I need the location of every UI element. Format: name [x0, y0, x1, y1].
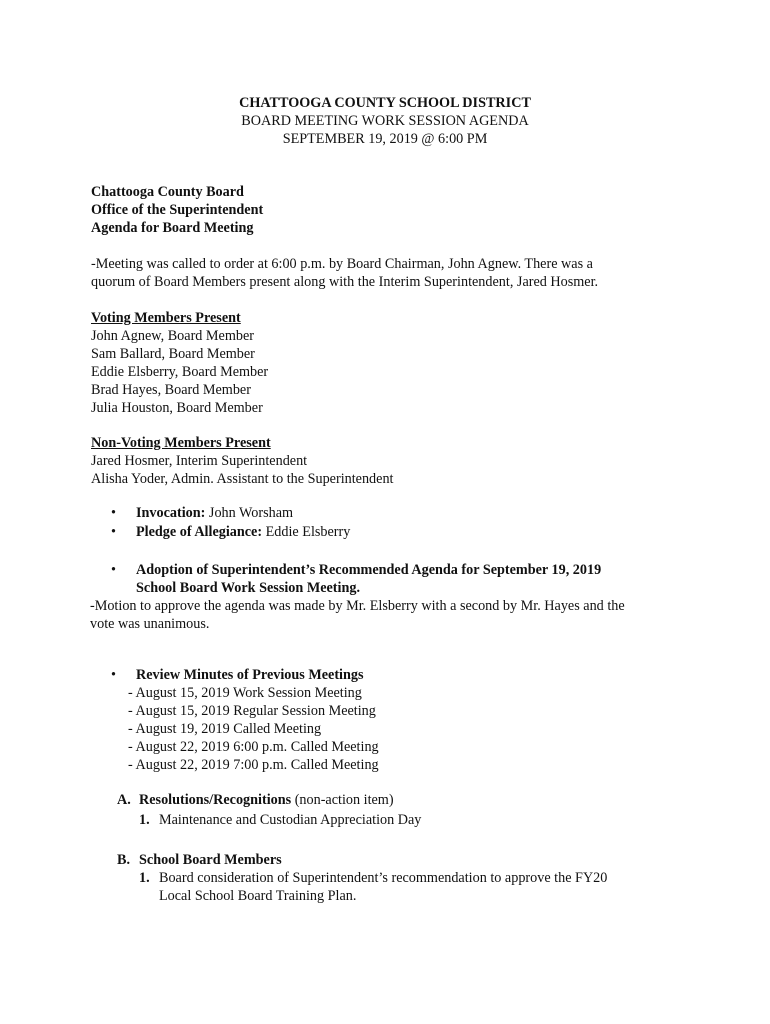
- bullet-icon: •: [111, 667, 116, 683]
- minutes-item: - August 15, 2019 Work Session Meeting: [128, 685, 362, 701]
- section-b-letter: B.: [117, 852, 131, 868]
- document-header: [0, 94, 770, 148]
- bullet-icon: •: [111, 505, 116, 521]
- adoption-title-line: School Board Work Session Meeting.: [136, 580, 360, 596]
- section-a-note: (non-action item): [291, 792, 394, 808]
- board-block: [91, 183, 691, 237]
- section-a-item: Maintenance and Custodian Appreciation Day: [159, 812, 422, 828]
- section-a-item-number: 1.: [139, 812, 150, 828]
- voting-heading: Voting Members Present: [91, 310, 241, 326]
- minutes-title: Review Minutes of Previous Meetings: [136, 667, 364, 683]
- agenda-title: BOARD MEETING WORK SESSION AGENDA: [241, 113, 529, 129]
- section-a-title: Resolutions/Recognitions: [139, 792, 292, 808]
- member-item: Alisha Yoder, Admin. Assistant to the Superintendent: [91, 471, 394, 487]
- district-title: CHATTOOGA COUNTY SCHOOL DISTRICT: [239, 95, 531, 111]
- call-to-order-line: quorum of Board Members present along with the Interim Superintendent, Jared Hosmer.: [91, 274, 599, 290]
- invocation-value: John Worsham: [205, 505, 294, 521]
- section-a-title-line: [139, 791, 394, 809]
- section-b-item-line: Board consideration of Superintendent’s recommendation to approve the FY20: [159, 870, 608, 886]
- minutes-list: [128, 684, 379, 774]
- member-item: Eddie Elsberry, Board Member: [91, 364, 269, 380]
- pledge-item: [136, 523, 350, 541]
- adoption-title: [136, 561, 601, 597]
- nonvoting-heading: Non-Voting Members Present: [91, 435, 271, 451]
- pledge-value: Eddie Elsberry: [262, 524, 351, 540]
- pledge-label: Pledge of Allegiance:: [136, 524, 263, 540]
- member-item: Sam Ballard, Board Member: [91, 346, 255, 362]
- nonvoting-members: [91, 434, 691, 488]
- member-item: Jared Hosmer, Interim Superintendent: [91, 453, 308, 469]
- board-line: Agenda for Board Meeting: [91, 220, 254, 236]
- member-item: John Agnew, Board Member: [91, 328, 254, 344]
- member-item: Brad Hayes, Board Member: [91, 382, 251, 398]
- motion-line: vote was unanimous.: [90, 616, 210, 632]
- section-b-title: School Board Members: [139, 852, 282, 868]
- invocation-item: [136, 504, 293, 522]
- adoption-motion: [90, 597, 625, 633]
- section-b-item-line: Local School Board Training Plan.: [159, 888, 357, 904]
- section-a-letter: A.: [117, 792, 131, 808]
- member-item: Julia Houston, Board Member: [91, 400, 263, 416]
- section-b-item: [159, 869, 607, 905]
- motion-line: -Motion to approve the agenda was made by Mr. Elsberry with a second by Mr. Hayes and the: [90, 598, 625, 614]
- bullet-icon: •: [111, 562, 116, 578]
- board-line: Office of the Superintendent: [91, 202, 264, 218]
- invocation-label: Invocation:: [136, 505, 206, 521]
- call-to-order: [91, 255, 691, 291]
- minutes-item: - August 22, 2019 7:00 p.m. Called Meeting: [128, 757, 379, 773]
- meeting-date: SEPTEMBER 19, 2019 @ 6:00 PM: [282, 131, 488, 147]
- voting-members: [91, 309, 691, 417]
- minutes-item: - August 22, 2019 6:00 p.m. Called Meeting: [128, 739, 379, 755]
- section-b-item-number: 1.: [139, 870, 150, 886]
- board-line: Chattooga County Board: [91, 184, 244, 200]
- bullet-icon: •: [111, 524, 116, 540]
- minutes-item: - August 15, 2019 Regular Session Meeting: [128, 703, 376, 719]
- adoption-title-line: Adoption of Superintendent’s Recommended Agenda for September 19, 2019: [136, 562, 602, 578]
- call-to-order-line: -Meeting was called to order at 6:00 p.m. by Board Chairman, John Agnew. There was a: [91, 256, 593, 272]
- minutes-item: - August 19, 2019 Called Meeting: [128, 721, 322, 737]
